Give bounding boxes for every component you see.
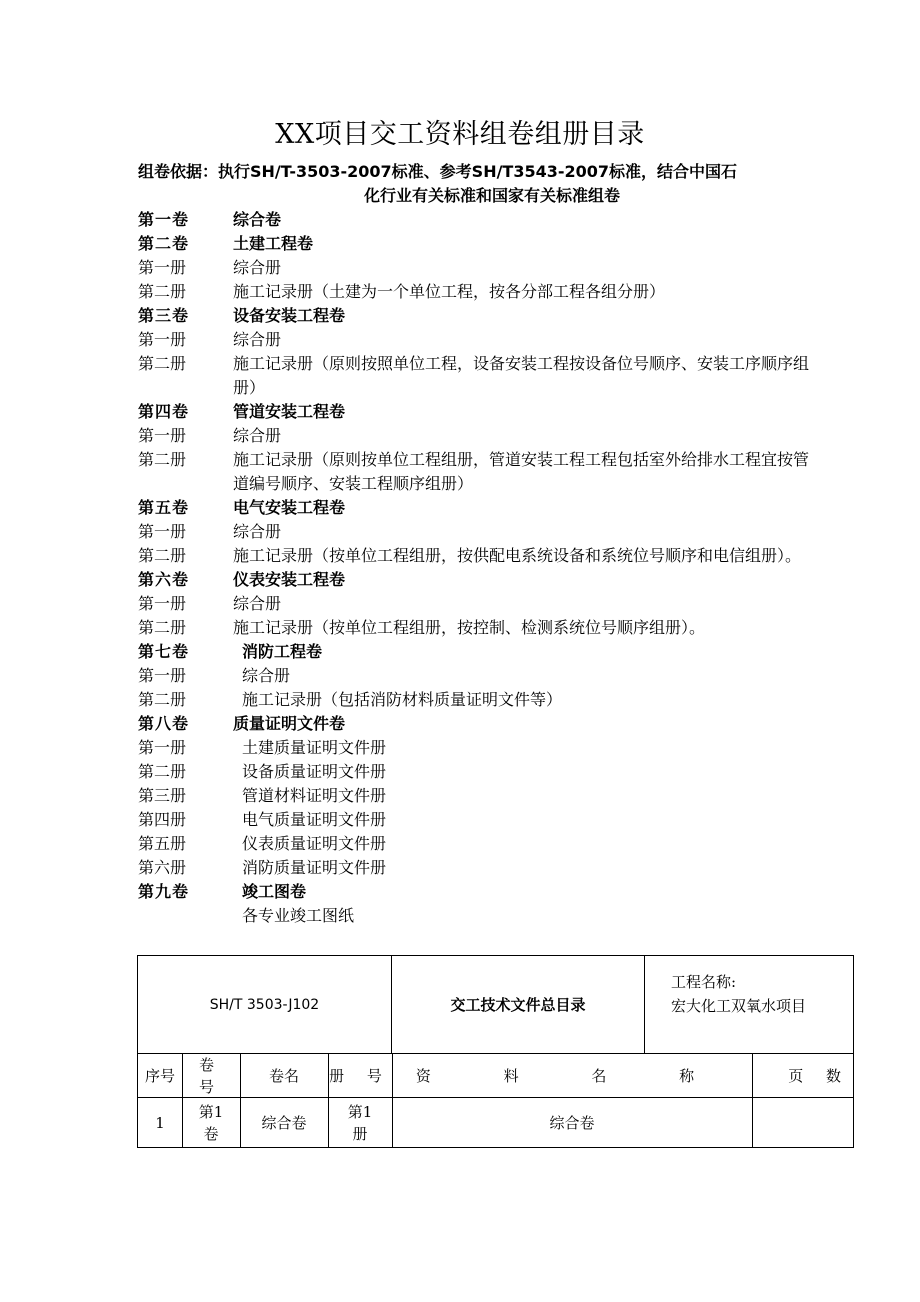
cover-table	[137, 955, 854, 1148]
entry-number: 第四卷	[138, 402, 190, 421]
volume-heading	[138, 232, 818, 256]
entry-number: 第一册	[138, 258, 187, 277]
entry-number: 第三册	[138, 786, 187, 805]
book-entry	[138, 592, 818, 616]
entry-number: 第二册	[138, 282, 187, 301]
entry-description: 管道安装工程卷	[233, 402, 346, 421]
book-entry	[138, 784, 818, 808]
entry-number: 第五册	[138, 834, 187, 853]
entry-number: 第三卷	[138, 306, 190, 325]
entry-description: 土建工程卷	[233, 234, 314, 253]
row-material-name: 综合卷	[549, 1114, 595, 1132]
header-vol-name: 卷名	[268, 1066, 299, 1085]
entry-number: 第二册	[138, 450, 187, 469]
book-entry	[138, 616, 818, 640]
volume-heading	[138, 640, 818, 664]
entry-description: 电气安装工程卷	[233, 498, 346, 517]
standard-code: SH/T 3503-J102	[138, 956, 392, 1053]
row-vol-name: 综合卷	[261, 1114, 307, 1132]
entry-description: 综合册	[233, 594, 282, 613]
entry-description: 设备安装工程卷	[233, 306, 346, 325]
row-vol-no: 第1卷	[198, 1103, 224, 1143]
row-book-no: 第1册	[347, 1103, 373, 1143]
entry-description: 仪表质量证明文件册	[242, 834, 387, 853]
entry-number: 第四册	[138, 810, 187, 829]
book-entry	[138, 328, 818, 352]
entry-number: 第一册	[138, 666, 187, 685]
entry-description: 施工记录册（按单位工程组册，按供配电系统设备和系统位号顺序和电信组册）。	[233, 546, 802, 565]
entry-number: 第九卷	[138, 882, 190, 901]
document-title: XX项目交工资料组卷组册目录	[275, 119, 645, 150]
entry-number: 第六册	[138, 858, 187, 877]
volume-heading	[138, 568, 818, 592]
entry-description: 电气质量证明文件册	[242, 810, 387, 829]
header-book-no: 册 号	[329, 1066, 391, 1085]
entry-number: 第二册	[138, 354, 187, 373]
entry-description: 施工记录册（原则按照单位工程，设备安装工程按设备位号顺序、安装工序顺序组册）	[233, 354, 810, 397]
project-name: 宏大化工双氧水项目	[671, 997, 807, 1015]
entry-description: 综合册	[233, 258, 282, 277]
book-entry	[138, 544, 818, 568]
entry-description: 施工记录册（按单位工程组册，按控制、检测系统位号顺序组册）。	[233, 618, 706, 637]
row-seq: 1	[155, 1114, 165, 1132]
entry-description: 综合册	[233, 522, 282, 541]
entry-number: 第二册	[138, 762, 187, 781]
book-entry	[138, 664, 818, 688]
entry-description: 综合卷	[233, 210, 282, 229]
project-info	[645, 956, 854, 1053]
entry-description: 竣工图卷	[242, 882, 307, 901]
book-entry	[138, 424, 818, 448]
entry-number: 第一册	[138, 594, 187, 613]
book-entry	[138, 520, 818, 544]
book-entry	[138, 808, 818, 832]
entry-description: 综合册	[233, 330, 282, 349]
entry-description: 各专业竣工图纸	[242, 906, 355, 925]
book-entry	[138, 280, 818, 304]
entry-number: 第二册	[138, 546, 187, 565]
entry-description: 施工记录册（原则按单位工程组册，管道安装工程工程包括室外给排水工程宜按管道编号顺序、安装工程顺序组册）	[233, 450, 810, 493]
entry-number: 第二册	[138, 618, 187, 637]
entry-number: 第二卷	[138, 234, 190, 253]
entry-description: 施工记录册（包括消防材料质量证明文件等）	[242, 690, 563, 709]
book-entry	[138, 760, 818, 784]
entry-number: 第八卷	[138, 714, 190, 733]
basis-line-1: 组卷依据：执行SH/T-3503-2007标准、参考SH/T3543-2007标准，结合中国石	[138, 162, 738, 181]
book-entry	[138, 448, 818, 496]
basis-line-2: 化行业有关标准和国家有关标准组卷	[364, 186, 621, 205]
volume-heading	[138, 712, 818, 736]
entry-number: 第一卷	[138, 210, 190, 229]
book-entry	[138, 904, 818, 928]
entry-number: 第五卷	[138, 498, 190, 517]
row-pages	[752, 1098, 854, 1148]
volume-heading	[138, 880, 818, 904]
book-entry	[138, 256, 818, 280]
book-entry	[138, 736, 818, 760]
volume-outline	[138, 208, 818, 928]
entry-number: 第一册	[138, 330, 187, 349]
entry-description: 仪表安装工程卷	[233, 570, 346, 589]
project-label: 工程名称:	[671, 973, 737, 991]
book-entry	[138, 856, 818, 880]
entry-number	[138, 904, 233, 928]
header-material-name: 资 料 名 称	[415, 1066, 729, 1085]
volume-heading	[138, 208, 818, 232]
table-title: 交工技术文件总目录	[392, 956, 645, 1053]
entry-description: 消防质量证明文件册	[242, 858, 387, 877]
entry-number: 第一册	[138, 738, 187, 757]
entry-description: 综合册	[242, 666, 291, 685]
header-pages: 页 数	[788, 1066, 850, 1085]
entry-number: 第二册	[138, 690, 187, 709]
book-entry	[138, 832, 818, 856]
entry-description: 土建质量证明文件册	[242, 738, 387, 757]
entry-description: 施工记录册（土建为一个单位工程，按各分部工程各组分册）	[233, 282, 666, 301]
entry-description: 设备质量证明文件册	[242, 762, 387, 781]
book-entry	[138, 688, 818, 712]
entry-description: 质量证明文件卷	[233, 714, 346, 733]
entry-number: 第一册	[138, 522, 187, 541]
book-entry	[138, 352, 818, 400]
volume-heading	[138, 304, 818, 328]
header-vol-no: 卷 号	[198, 1055, 223, 1096]
entry-number: 第六卷	[138, 570, 190, 589]
header-seq: 序号	[144, 1066, 175, 1085]
entry-number: 第一册	[138, 426, 187, 445]
entry-description: 综合册	[233, 426, 282, 445]
entry-description: 管道材料证明文件册	[242, 786, 387, 805]
volume-heading	[138, 496, 818, 520]
entry-number: 第七卷	[138, 642, 190, 661]
entry-description: 消防工程卷	[242, 642, 323, 661]
volume-heading	[138, 400, 818, 424]
